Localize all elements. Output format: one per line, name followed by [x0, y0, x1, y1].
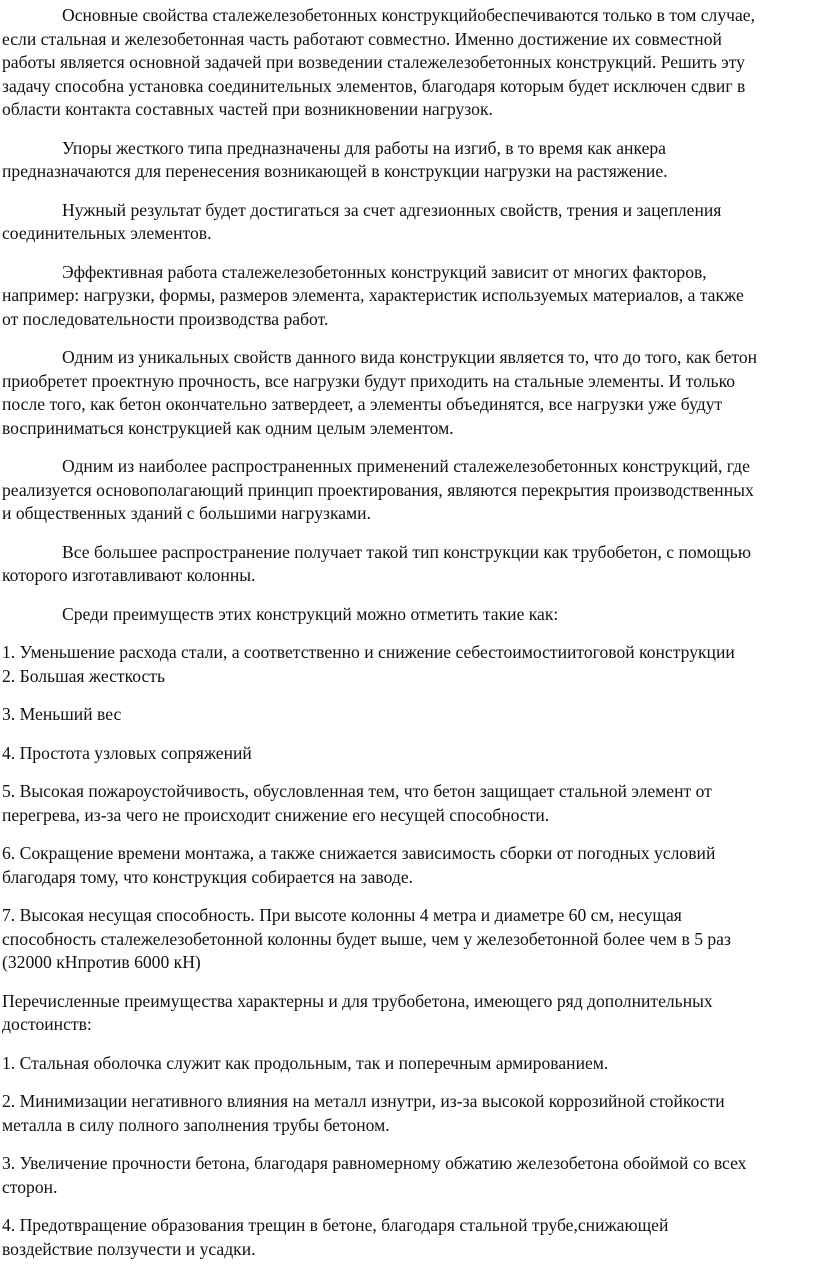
paragraph-line: 2. Большая жесткость: [2, 665, 165, 686]
paragraph: [2, 1214, 816, 1261]
paragraph: [2, 603, 816, 627]
paragraph-line: 4. Простота узловых сопряжений: [2, 742, 252, 763]
paragraph-line: Все большее распространение получает такой тип конструкции как трубобетон, с помощью: [62, 541, 751, 562]
paragraph-line: воздействие ползучести и усадки.: [2, 1238, 256, 1259]
paragraph-line: (32000 кНпротив 6000 кН): [2, 952, 201, 972]
paragraph-line: которого изготавливают колонны.: [2, 565, 256, 585]
paragraph-line: Эффективная работа сталежелезобетонных конструкций зависит от многих факторов,: [62, 261, 707, 282]
paragraph: [2, 780, 816, 827]
paragraph: [2, 641, 816, 665]
paragraph: [2, 742, 816, 766]
paragraph-line: Одним из уникальных свойств данного вида конструкции является то, что до того, как бетон: [62, 347, 758, 367]
paragraph-line: если стальная и железобетонная часть работают совместно. Именно достижение их совместной: [2, 28, 722, 49]
paragraph-line: от последовательности производства работ.: [2, 308, 329, 329]
paragraph-line: Одним из наиболее распространенных применений сталежелезобетонных конструкций, где: [62, 456, 750, 476]
paragraph: [2, 4, 816, 122]
paragraph-line: например: нагрузки, формы, размеров элемента, характеристик используемых материалов, а также: [2, 285, 744, 305]
paragraph: [2, 904, 816, 975]
paragraph-line: Упоры жесткого типа предназначены для работы на изгиб, в то время как анкера: [62, 137, 666, 158]
paragraph: [2, 703, 816, 727]
paragraph-line: после того, как бетон окончательно затвердеет, а элементы объединятся, все нагрузки уже будут: [2, 394, 723, 414]
paragraph-line: сторон.: [2, 1176, 58, 1197]
paragraph-line: 3. Увеличение прочности бетона, благодаря равномерному обжатию железобетона обоймой со всех: [2, 1153, 747, 1173]
paragraph: [2, 1152, 816, 1199]
paragraph-line: Среди преимуществ этих конструкций можно отметить такие как:: [62, 603, 559, 624]
paragraph-line: Основные свойства сталежелезобетонных конструкцийобеспечиваются только в том случае,: [62, 5, 755, 25]
paragraph-line: и общественных зданий с большими нагрузками.: [2, 503, 371, 523]
paragraph: [2, 455, 816, 526]
paragraph-line: соединительных элементов.: [2, 223, 212, 243]
paragraph-line: приобретет проектную прочность, все нагрузки будут приходить на стальные элементы. И только: [2, 370, 736, 391]
paragraph: [2, 990, 816, 1037]
paragraph-line: 1. Стальная оболочка служит как продольным, так и поперечным армированием.: [2, 1052, 609, 1073]
paragraph-line: работы является основной задачей при возведении сталежелезобетонных конструкций. Решить эту: [2, 52, 745, 72]
paragraph: [2, 199, 816, 246]
paragraph-line: достоинств:: [2, 1014, 92, 1034]
paragraph: [2, 137, 816, 184]
paragraph-line: 1. Уменьшение расхода стали, а соответственно и снижение себестоимостиитоговой конструкции: [2, 642, 735, 662]
paragraph: [2, 261, 816, 332]
paragraph: [2, 665, 816, 689]
paragraph-line: благодаря тому, что конструкция собирается на заводе.: [2, 866, 414, 887]
paragraph-line: 4. Предотвращение образования трещин в бетоне, благодаря стальной трубе,снижающей: [2, 1215, 669, 1235]
paragraph-line: металла в силу полного заполнения трубы бетоном.: [2, 1114, 390, 1135]
paragraph-line: восприниматься конструкцией как одним целым элементом.: [2, 417, 454, 438]
paragraph-line: задачу способна установка соединительных элементов, благодаря которым будет исключен сдвиг в: [2, 75, 746, 96]
paragraph: [2, 541, 816, 588]
paragraph-line: 7. Высокая несущая способность. При высоте колонны 4 метра и диаметре 60 см, несущая: [2, 905, 682, 925]
paragraph-line: Нужный результат будет достигаться за счет адгезионных свойств, трения и зацепления: [62, 199, 722, 220]
paragraph: [2, 842, 816, 889]
paragraph-line: 2. Минимизации негативного влияния на металл изнутри, из-за высокой коррозийной стойкости: [2, 1091, 725, 1111]
paragraph-line: перегрева, из-за чего не происходит снижение его несущей способности.: [2, 804, 550, 825]
paragraph-line: способность сталежелезобетонной колонны будет выше, чем у железобетонной более чем в 5 раз: [2, 928, 731, 949]
paragraph: [2, 346, 816, 440]
paragraph-line: 3. Меньший вес: [2, 704, 122, 724]
paragraph-line: 5. Высокая пожароустойчивость, обусловленная тем, что бетон защищает стальной элемент от: [2, 781, 712, 801]
paragraph-line: 6. Сокращение времени монтажа, а также снижается зависимость сборки от погодных условий: [2, 843, 716, 863]
paragraph-line: области контакта составных частей при возникновении нагрузок.: [2, 99, 493, 119]
paragraph-line: реализуется основополагающий принцип проектирования, являются перекрытия производственных: [2, 479, 754, 500]
paragraph: [2, 1052, 816, 1076]
paragraph-line: предназначаются для перенесения возникающей в конструкции нагрузки на растяжение.: [2, 161, 668, 181]
paragraph: [2, 1090, 816, 1137]
paragraph-line: Перечисленные преимущества характерны и для трубобетона, имеющего ряд дополнительных: [2, 990, 713, 1011]
document-body: [2, 4, 816, 1268]
